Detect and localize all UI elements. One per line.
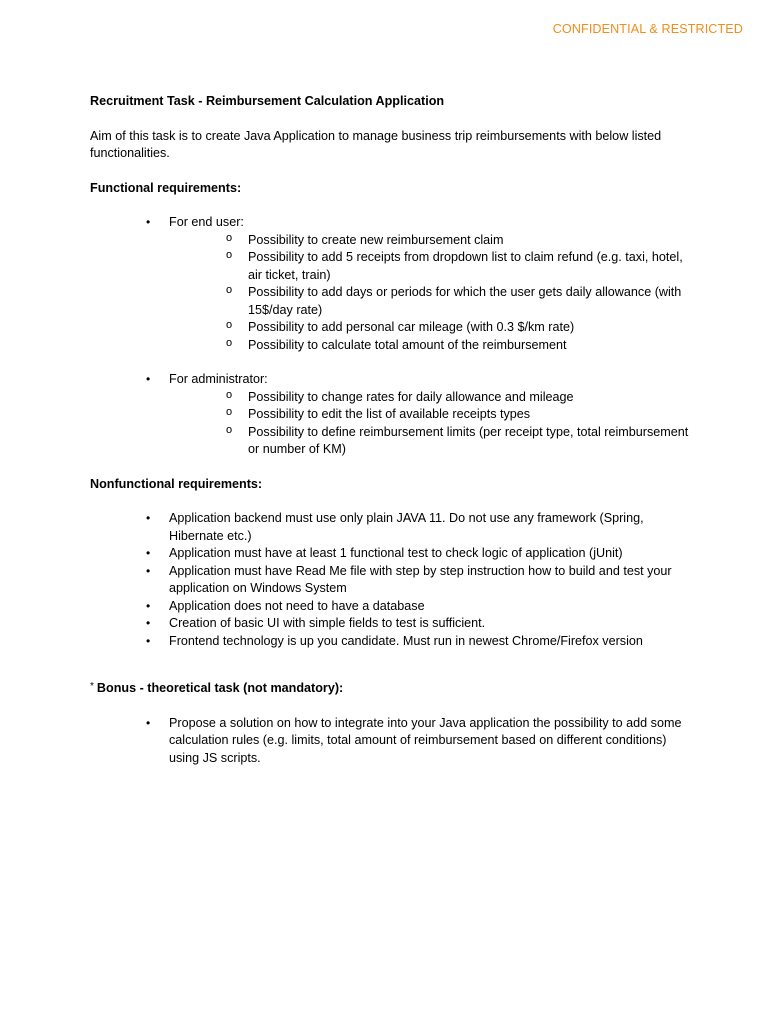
list-item-text: Possibility to add personal car mileage (with 0.3 $/km rate) xyxy=(248,320,575,334)
sub-bullet-icon: o xyxy=(226,319,233,331)
bullet-icon: • xyxy=(146,616,151,630)
list-item-text: Possibility to change rates for daily allowance and mileage xyxy=(248,389,574,404)
list-item xyxy=(169,319,690,337)
list-item xyxy=(90,615,690,633)
list-item xyxy=(169,284,690,319)
list-item xyxy=(169,232,690,250)
end-user-items xyxy=(169,232,690,355)
list-item-text: Possibility to calculate total amount of the reimbursement xyxy=(248,337,567,352)
bullet-icon: • xyxy=(146,598,151,613)
bullet-icon: • xyxy=(146,511,151,525)
list-item xyxy=(169,406,690,424)
bonus-heading xyxy=(90,678,690,698)
sub-bullet-icon: o xyxy=(226,336,233,349)
functional-requirements-heading: Functional requirements: xyxy=(90,180,242,195)
list-item-text: Application must have Read Me file with step by step instruction how to build and test your application on Windows System xyxy=(169,563,672,595)
list-item xyxy=(169,424,690,459)
end-user-group xyxy=(90,214,690,354)
list-item-text: Application backend must use only plain JAVA 11. Do not use any framework (Spring, Hibernate etc.) xyxy=(169,511,644,543)
confidentiality-label: CONFIDENTIAL & RESTRICTED xyxy=(552,22,743,36)
nonfunctional-requirements-heading: Nonfunctional requirements: xyxy=(90,476,263,491)
list-item xyxy=(90,510,690,545)
sub-bullet-icon: o xyxy=(226,249,233,261)
bullet-icon: • xyxy=(146,563,151,578)
nonfunctional-requirements-list xyxy=(90,510,690,650)
administrator-group xyxy=(90,371,690,459)
document-title: Recruitment Task - Reimbursement Calculation Application xyxy=(90,94,445,108)
list-item-text: Possibility to create new reimbursement claim xyxy=(248,232,504,247)
list-item xyxy=(90,598,690,616)
list-item xyxy=(90,715,690,768)
sub-bullet-icon: o xyxy=(226,231,233,244)
document-page xyxy=(90,93,690,767)
bonus-heading-text: Bonus - theoretical task (not mandatory): xyxy=(96,681,344,695)
list-item xyxy=(169,389,690,407)
bullet-icon: • xyxy=(146,633,151,648)
bullet-icon: • xyxy=(146,715,151,730)
intro-paragraph: Aim of this task is to create Java Application to manage business trip reimbursements with below listed functionalities. xyxy=(90,128,662,160)
bullet-icon: • xyxy=(146,372,151,386)
list-item-text: Application does not need to have a database xyxy=(169,598,425,613)
sub-bullet-icon: o xyxy=(226,284,233,296)
list-item xyxy=(90,633,690,651)
bullet-icon: • xyxy=(146,215,151,229)
list-item-text: Creation of basic UI with simple fields to test is sufficient. xyxy=(169,616,486,630)
list-item-text: Application must have at least 1 functional test to check logic of application (jUnit) xyxy=(169,546,623,560)
sub-bullet-icon: o xyxy=(226,406,233,418)
list-item xyxy=(169,337,690,355)
list-item-text: Possibility to define reimbursement limits (per receipt type, total reimbursement or number of KM) xyxy=(248,424,689,456)
administrator-items xyxy=(169,389,690,459)
list-item-text: Possibility to add days or periods for which the user gets daily allowance (with 15$/day rate) xyxy=(248,285,682,317)
asterisk-marker: * xyxy=(90,681,94,692)
sub-bullet-icon: o xyxy=(226,423,233,436)
bullet-icon: • xyxy=(146,546,151,560)
list-item xyxy=(90,563,690,598)
sub-bullet-icon: o xyxy=(226,388,233,401)
list-item-text: Propose a solution on how to integrate into your Java application the possibility to add some calculation rules (e.g. limits, total amount of reimbursement based on different conditions) using JS scripts. xyxy=(169,715,682,765)
bonus-list xyxy=(90,715,690,768)
list-item-text: Possibility to add 5 receipts from dropdown list to claim refund (e.g. taxi, hotel, air ticket, train) xyxy=(248,250,683,282)
list-item xyxy=(90,545,690,563)
functional-requirements-list xyxy=(90,214,690,459)
group-label: For administrator: xyxy=(169,372,268,386)
group-label: For end user: xyxy=(169,215,244,229)
list-item-text: Possibility to edit the list of available receipts types xyxy=(248,407,531,421)
list-item xyxy=(169,249,690,284)
list-item-text: Frontend technology is up you candidate. Must run in newest Chrome/Firefox version xyxy=(169,633,643,648)
